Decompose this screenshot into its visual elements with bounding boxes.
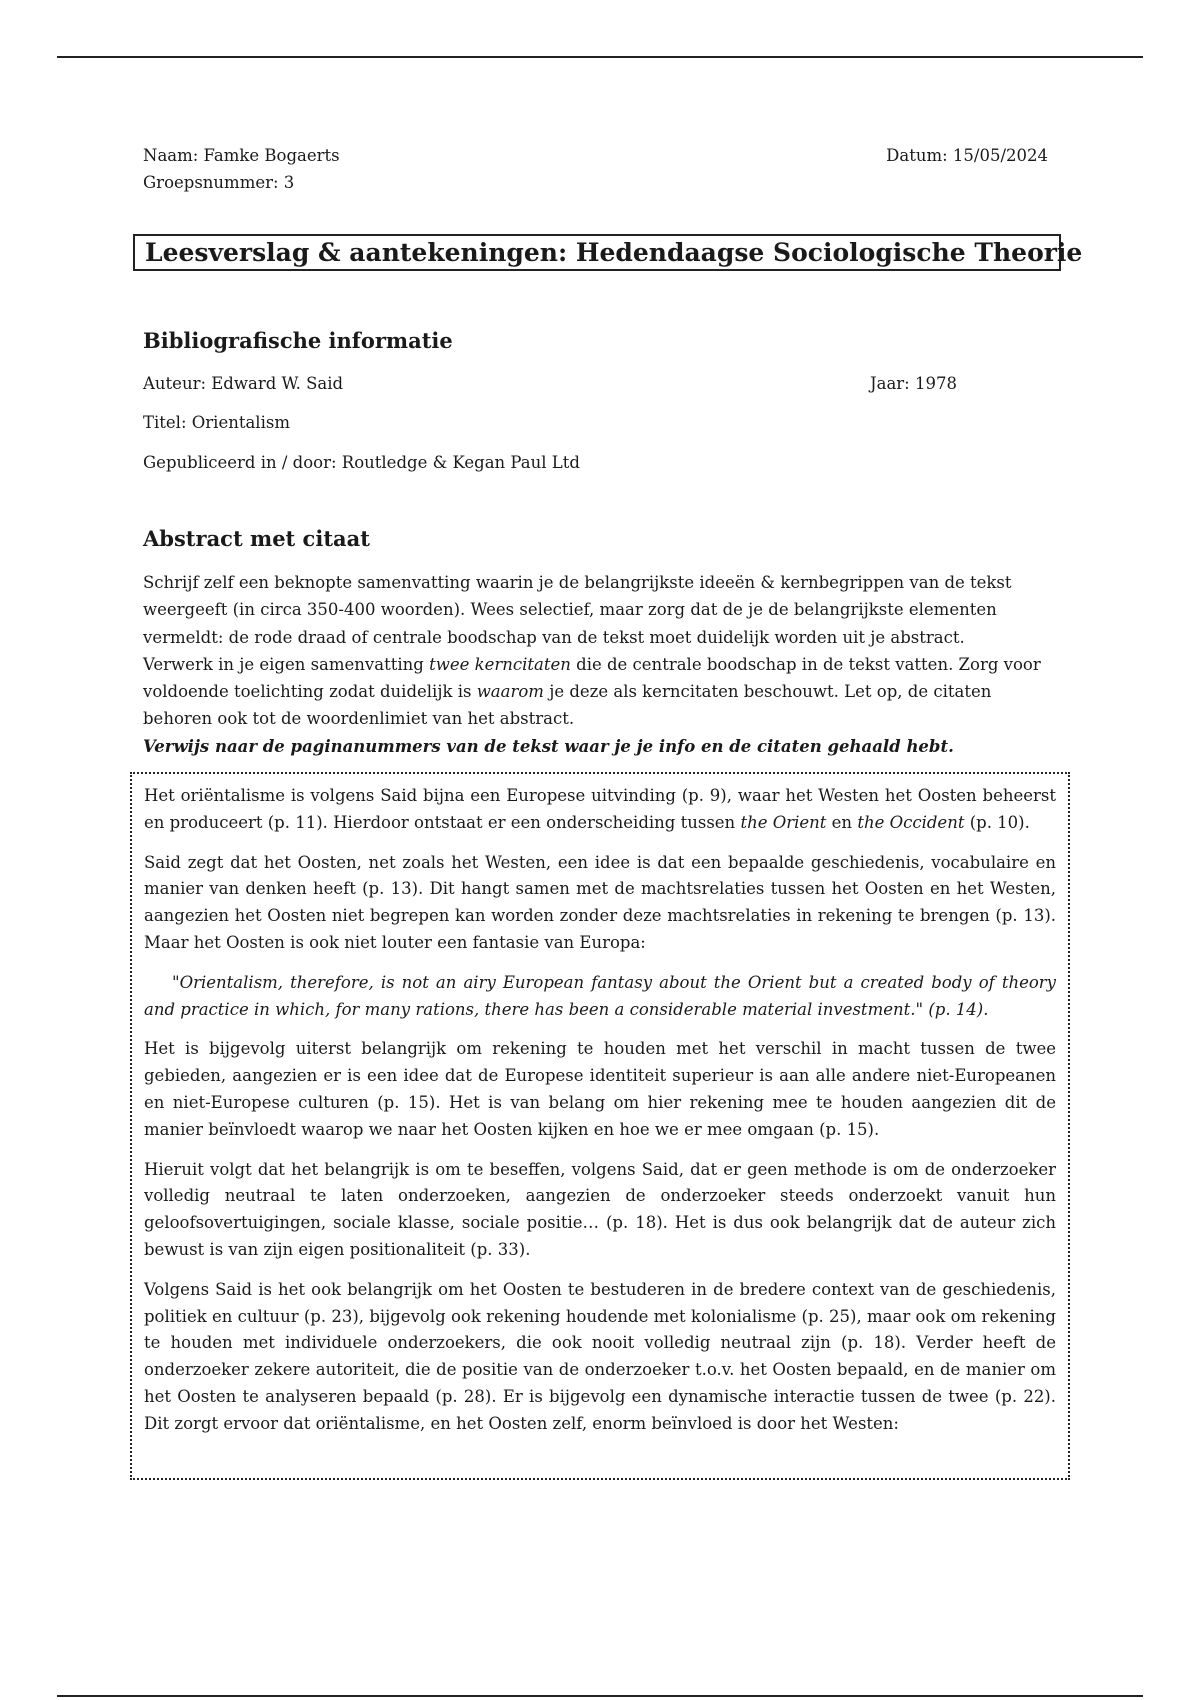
instruction-text: Verwerk in je eigen samenvatting — [143, 654, 430, 674]
answer-paragraph-5: Volgens Said is het ook belangrijk om het Oosten te bestuderen in de bredere context van de geschiedenis, politiek en cultuur (p. 23), bijgevolg ook rekening houdende met kolonialisme (p. 25), maar ook om rekening te houden met individuele onderzoekers, die ook nooit volledig neutraal zijn (p. 18). Verder heeft de onderzoeker zekere autoriteit, die de positie van de onderzoeker t.o.v. het Oosten bepaald, en de manier om het Oosten te analyseren bepaald (p. 28). Er is bijgevolg een dynamische interactie tussen de twee (p. 22). Dit zorgt ervoor dat oriëntalisme, en het Oosten zelf, enorm beïnvloed is door het Westen: — [144, 1279, 1056, 1433]
title-field: Titel: Orientalism — [143, 413, 290, 432]
answer-quote: "Orientalism, therefore, is not an airy European fantasy about the Orient but a created body of theory and practice in which, for many rations, there has been a considerable material investment." (p. 14). — [144, 972, 1056, 1019]
abstract-instructions — [143, 569, 1048, 760]
instruction-paragraph-1: Schrijf zelf een beknopte samenvatting waarin je de belangrijkste ideeën & kernbegrippen van de tekst weergeeft (in circa 350-400 woorden). Wees selectief, maar zorg dat de je de belangrijkste elementen vermeldt: de rode draad of centrale boodschap van de tekst moet duidelijk worden uit je abstract. — [143, 573, 1012, 647]
group-number: Groepsnummer: 3 — [143, 173, 295, 192]
instruction-paragraph-2 — [143, 651, 1048, 733]
date-field: Datum: 15/05/2024 — [886, 146, 1048, 165]
publisher-field: Gepubliceerd in / door: Routledge & Kegan Paul Ltd — [143, 453, 580, 472]
student-info — [143, 142, 340, 196]
answer-text: (p. 10). — [964, 812, 1030, 832]
author-field: Auteur: Edward W. Said — [143, 374, 344, 393]
instruction-emphasis: twee kerncitaten — [429, 654, 571, 674]
answer-paragraph-4: Hieruit volgt dat het belangrijk is om te beseffen, volgens Said, dat er geen methode is om de onderzoeker volledig neutraal te laten onderzoeken, aangezien de onderzoeker steeds onderzoekt vanuit hun geloofsovertuigingen, sociale klasse, sociale positie… (p. 18). Het is dus ook belangrijk dat de auteur zich bewust is van zijn eigen positionaliteit (p. 33). — [144, 1159, 1056, 1259]
document-header — [143, 142, 1048, 196]
bibliography-row-author — [143, 372, 1048, 396]
abstract-heading: Abstract met citaat — [143, 526, 370, 551]
instruction-text: je deze als kerncitaten beschouwt. Let op, de citaten behoren ook tot de woordenlimiet van het abstract. — [143, 682, 992, 729]
year-field: Jaar: 1978 — [870, 374, 957, 393]
top-rule — [57, 56, 1143, 58]
answer-text: en — [826, 812, 858, 832]
abstract-answer-box[interactable] — [130, 772, 1070, 1480]
instruction-paragraph-3: Verwijs naar de paginanummers van de tekst waar je je info en de citaten gehaald hebt. — [143, 736, 954, 756]
bibliography-heading: Bibliografische informatie — [143, 328, 453, 353]
answer-emphasis: the Occident — [857, 812, 965, 832]
answer-emphasis: the Orient — [740, 812, 827, 832]
bottom-rule — [57, 1695, 1143, 1697]
student-name: Naam: Famke Bogaerts — [143, 146, 340, 165]
answer-paragraph-3: Het is bijgevolg uiterst belangrijk om rekening te houden met het verschil in macht tussen de twee gebieden, aangezien er is een idee dat de Europese identiteit superieur is aan alle andere niet-Europeanen en niet-Europese culturen (p. 15). Het is van belang om hier rekening mee te houden aangezien dit de manier beïnvloedt waarop we naar het Oosten kijken en hoe we er mee omgaan (p. 15). — [144, 1039, 1056, 1139]
instruction-emphasis: waarom — [476, 682, 544, 702]
answer-text: Het oriëntalisme is volgens Said bijna een Europese uitvinding (p. 9), waar het Westen het Oosten beheerst en produceert (p. 11). Hierdoor ontstaat er een onderscheiding tussen — [144, 786, 1056, 832]
answer-paragraph-2: Said zegt dat het Oosten, net zoals het Westen, een idee is dat een bepaalde geschiedenis, vocabulaire en manier van denken heeft (p. 13). Dit hangt samen met de machtsrelaties tussen het Oosten en het Westen, aangezien het Oosten niet begrepen kan worden zonder deze machtsrelaties in rekening te brengen (p. 13). Maar het Oosten is ook niet louter een fantasie van Europa: — [144, 852, 1056, 952]
document-title: Leesverslag & aantekeningen: Hedendaagse Sociologische Theorie — [133, 234, 1061, 271]
instruction-text: die de centrale boodschap in de tekst vatten. Zorg voor voldoende toelichting zodat duidelijk is — [143, 654, 1041, 702]
answer-paragraph-1 — [144, 783, 1056, 837]
